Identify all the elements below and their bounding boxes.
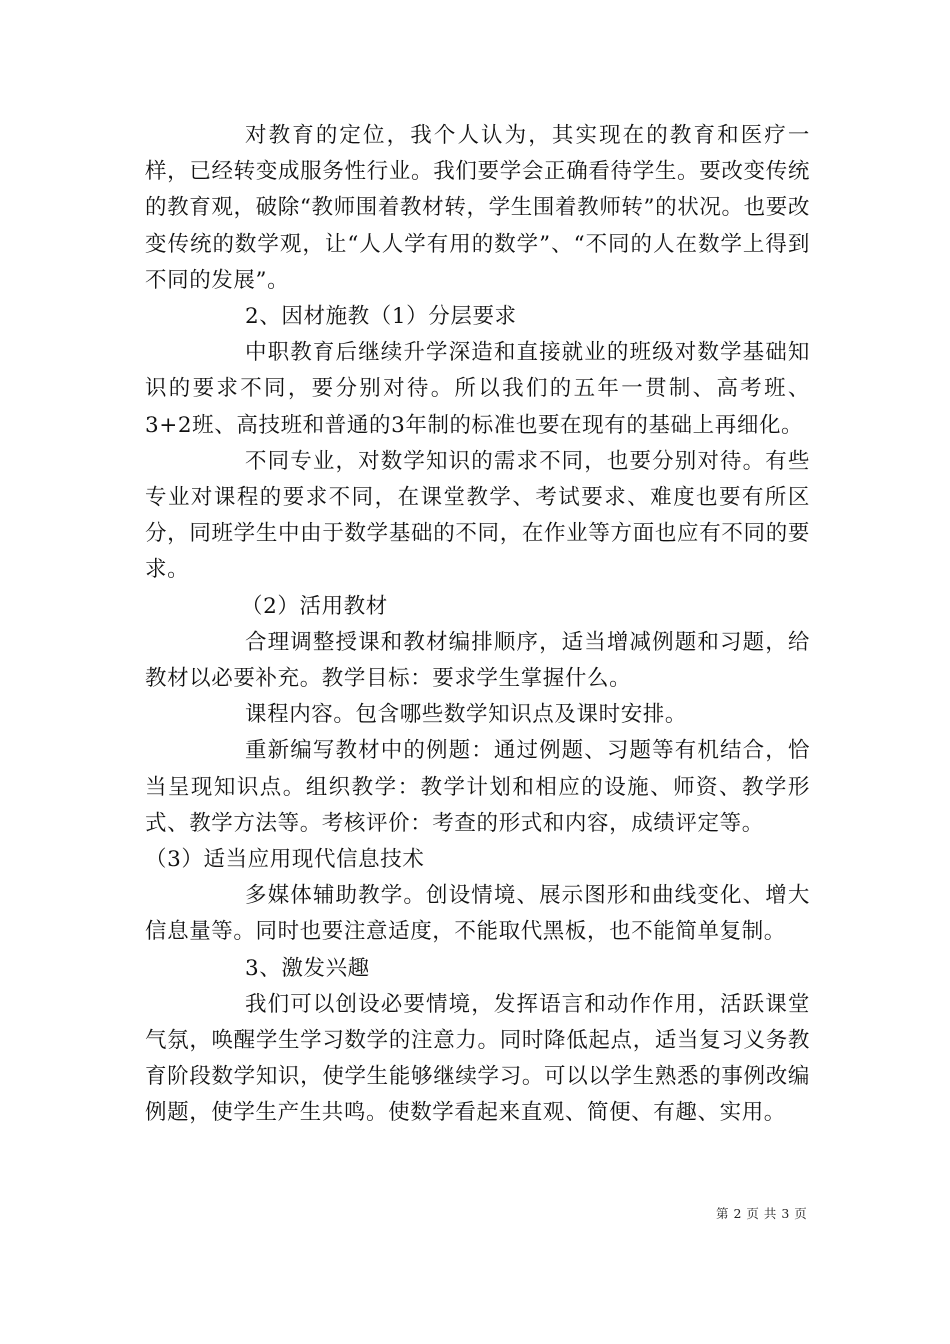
- paragraph-course-content: 课程内容。包含哪些数学知识点及课时安排。: [245, 702, 688, 728]
- subheading-flexible-textbooks: （2）活用教材: [241, 593, 388, 619]
- paragraph-different-majors: 不同专业，对数学知识的需求不同，也要分别对待。有些专业对课程的要求不同，在课堂教学、考试要求、难度也要有所区分，同班学生中由于数学基础的不同，在作业等方面也应有不同的要求。: [145, 448, 810, 583]
- paragraph-adjust-teaching-order: 合理调整授课和教材编排顺序，适当增减例题和习题，给教材以必要补充。教学目标：要求学生掌握什么。: [145, 629, 810, 692]
- paragraph-rewrite-examples: 重新编写教材中的例题：通过例题、习题等有机结合，恰当呈现知识点。组织教学：教学计划和相应的设施、师资、教学形式、教学方法等。考核评价：考查的形式和内容，成绩评定等。: [145, 738, 810, 836]
- document-body: [145, 118, 810, 1132]
- paragraph-multimedia: 多媒体辅助教学。创设情境、展示图形和曲线变化、增大信息量等。同时也要注意适度，不能取代黑板，也不能简单复制。: [145, 883, 810, 945]
- paragraph-tiered-requirements: 中职教育后继续升学深造和直接就业的班级对数学基础知识的要求不同，要分别对待。所以我们的五年一贯制、高考班、3+2班、高技班和普通的3年制的标准也要在现有的基础上再细化。: [145, 340, 810, 438]
- heading-stimulate-interest: 3、激发兴趣: [245, 955, 370, 981]
- paragraph-education-positioning: 对教育的定位，我个人认为，其实现在的教育和医疗一样，已经转变成服务性行业。我们要学会正确看待学生。要改变传统的教育观，破除“教师围着教材转，学生围着教师转”的状况。也要改变传统的数学观，让“人人学有用的数学”、“不同的人在数学上得到不同的发展”。: [145, 123, 810, 293]
- heading-teach-by-aptitude: 2、因材施教（1）分层要求: [245, 304, 517, 330]
- subheading-modern-it: （3）适当应用现代信息技术: [145, 847, 425, 873]
- page-number-footer: 第 2 页 共 3 页: [716, 1206, 808, 1221]
- paragraph-create-situations: 我们可以创设必要情境，发挥语言和动作作用，活跃课堂气氛，唤醒学生学习数学的注意力。同时降低起点，适当复习义务教育阶段数学知识，使学生能够继续学习。可以以学生熟悉的事例改编例题，使学生产生共鸣。使数学看起来直观、简便、有趣、实用。: [145, 991, 810, 1126]
